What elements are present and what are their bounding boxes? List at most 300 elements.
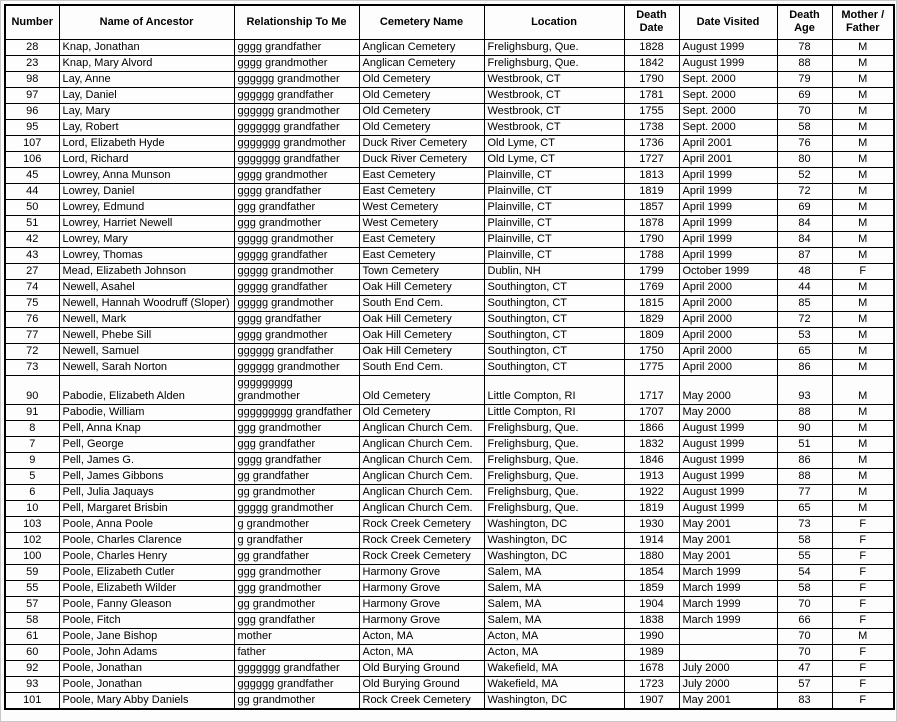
cell-death-date: 1819 bbox=[624, 500, 679, 516]
table-row bbox=[5, 676, 894, 692]
cell-relationship: gg grandfather bbox=[234, 548, 359, 564]
cell-location: Plainville, CT bbox=[484, 167, 624, 183]
table-row bbox=[5, 359, 894, 375]
cell-mother-father: M bbox=[832, 295, 894, 311]
cell-cemetery-name: Rock Creek Cemetery bbox=[359, 532, 484, 548]
cell-mother-father: M bbox=[832, 420, 894, 436]
header-cell-number: Number bbox=[5, 5, 59, 39]
cell-mother-father: M bbox=[832, 167, 894, 183]
cell-number: 90 bbox=[5, 375, 59, 404]
cell-number: 42 bbox=[5, 231, 59, 247]
cell-location: Little Compton, RI bbox=[484, 404, 624, 420]
cell-relationship: father bbox=[234, 644, 359, 660]
cell-number: 77 bbox=[5, 327, 59, 343]
table-row bbox=[5, 247, 894, 263]
cell-mother-father: M bbox=[832, 87, 894, 103]
table-row bbox=[5, 580, 894, 596]
cell-death-date: 1846 bbox=[624, 452, 679, 468]
cell-number: 8 bbox=[5, 420, 59, 436]
cell-name-of-ancestor: Poole, Jane Bishop bbox=[59, 628, 234, 644]
cell-death-date: 1832 bbox=[624, 436, 679, 452]
cell-cemetery-name: Old Cemetery bbox=[359, 103, 484, 119]
cell-cemetery-name: West Cemetery bbox=[359, 199, 484, 215]
header-cell-cemetery-name: Cemetery Name bbox=[359, 5, 484, 39]
cell-cemetery-name: Old Burying Ground bbox=[359, 660, 484, 676]
cell-name-of-ancestor: Knap, Mary Alvord bbox=[59, 55, 234, 71]
table-row bbox=[5, 420, 894, 436]
cell-cemetery-name: Old Cemetery bbox=[359, 119, 484, 135]
cell-cemetery-name: Duck River Cemetery bbox=[359, 135, 484, 151]
table-row bbox=[5, 215, 894, 231]
cell-death-age: 78 bbox=[777, 39, 832, 55]
cell-death-age: 66 bbox=[777, 612, 832, 628]
cell-location: Old Lyme, CT bbox=[484, 151, 624, 167]
cell-death-date: 1738 bbox=[624, 119, 679, 135]
cell-location: Plainville, CT bbox=[484, 247, 624, 263]
cell-death-age: 72 bbox=[777, 183, 832, 199]
cell-relationship: ggggg grandfather bbox=[234, 247, 359, 263]
table-row bbox=[5, 596, 894, 612]
cell-mother-father: F bbox=[832, 516, 894, 532]
cell-relationship: mother bbox=[234, 628, 359, 644]
cell-relationship: gggggg grandfather bbox=[234, 87, 359, 103]
table-row bbox=[5, 644, 894, 660]
table-row bbox=[5, 660, 894, 676]
cell-death-date: 1859 bbox=[624, 580, 679, 596]
cell-cemetery-name: West Cemetery bbox=[359, 215, 484, 231]
cell-cemetery-name: East Cemetery bbox=[359, 183, 484, 199]
cell-cemetery-name: Oak Hill Cemetery bbox=[359, 343, 484, 359]
cell-mother-father: M bbox=[832, 71, 894, 87]
cell-death-age: 76 bbox=[777, 135, 832, 151]
cell-location: Wakefield, MA bbox=[484, 660, 624, 676]
cell-mother-father: F bbox=[832, 532, 894, 548]
cell-mother-father: M bbox=[832, 151, 894, 167]
cell-mother-father: F bbox=[832, 692, 894, 709]
cell-name-of-ancestor: Pell, George bbox=[59, 436, 234, 452]
cell-number: 55 bbox=[5, 580, 59, 596]
cell-relationship: ggg grandmother bbox=[234, 215, 359, 231]
cell-name-of-ancestor: Poole, Anna Poole bbox=[59, 516, 234, 532]
cell-name-of-ancestor: Poole, John Adams bbox=[59, 644, 234, 660]
cell-cemetery-name: Old Cemetery bbox=[359, 404, 484, 420]
cell-relationship: ggg grandmother bbox=[234, 564, 359, 580]
cell-name-of-ancestor: Poole, Elizabeth Wilder bbox=[59, 580, 234, 596]
cell-number: 44 bbox=[5, 183, 59, 199]
cell-death-date: 1678 bbox=[624, 660, 679, 676]
cell-relationship: gg grandfather bbox=[234, 468, 359, 484]
cell-location: Southington, CT bbox=[484, 295, 624, 311]
cell-cemetery-name: Anglican Church Cem. bbox=[359, 500, 484, 516]
cell-mother-father: F bbox=[832, 676, 894, 692]
cell-death-date: 1790 bbox=[624, 71, 679, 87]
cell-mother-father: F bbox=[832, 580, 894, 596]
cell-mother-father: F bbox=[832, 548, 894, 564]
cell-death-date: 1736 bbox=[624, 135, 679, 151]
cell-location: Wakefield, MA bbox=[484, 676, 624, 692]
cell-location: Washington, DC bbox=[484, 516, 624, 532]
cell-number: 23 bbox=[5, 55, 59, 71]
cell-cemetery-name: Harmony Grove bbox=[359, 596, 484, 612]
table-row bbox=[5, 183, 894, 199]
cell-death-date: 1799 bbox=[624, 263, 679, 279]
table-row bbox=[5, 151, 894, 167]
cell-mother-father: M bbox=[832, 55, 894, 71]
cell-death-date: 1990 bbox=[624, 628, 679, 644]
cell-location: Frelighsburg, Que. bbox=[484, 452, 624, 468]
cell-mother-father: F bbox=[832, 644, 894, 660]
cell-location: Plainville, CT bbox=[484, 183, 624, 199]
cell-mother-father: M bbox=[832, 484, 894, 500]
cell-mother-father: M bbox=[832, 500, 894, 516]
cell-name-of-ancestor: Pabodie, Elizabeth Alden bbox=[59, 375, 234, 404]
cell-date-visited: April 2000 bbox=[679, 295, 777, 311]
cell-location: Salem, MA bbox=[484, 580, 624, 596]
cell-name-of-ancestor: Pell, Julia Jaquays bbox=[59, 484, 234, 500]
cell-name-of-ancestor: Pell, James G. bbox=[59, 452, 234, 468]
cell-cemetery-name: Old Cemetery bbox=[359, 375, 484, 404]
cell-cemetery-name: Old Cemetery bbox=[359, 71, 484, 87]
header-cell-location: Location bbox=[484, 5, 624, 39]
cell-relationship: ggggg grandmother bbox=[234, 295, 359, 311]
cell-death-date: 1809 bbox=[624, 327, 679, 343]
cell-date-visited: May 2001 bbox=[679, 532, 777, 548]
table-row bbox=[5, 692, 894, 709]
cell-cemetery-name: Acton, MA bbox=[359, 644, 484, 660]
cell-death-date: 1815 bbox=[624, 295, 679, 311]
table-row bbox=[5, 39, 894, 55]
cell-name-of-ancestor: Pell, Anna Knap bbox=[59, 420, 234, 436]
cell-death-age: 51 bbox=[777, 436, 832, 452]
cell-number: 10 bbox=[5, 500, 59, 516]
cell-mother-father: M bbox=[832, 404, 894, 420]
cell-location: Southington, CT bbox=[484, 359, 624, 375]
cell-number: 103 bbox=[5, 516, 59, 532]
cell-relationship: gggg grandmother bbox=[234, 327, 359, 343]
cell-death-date: 1922 bbox=[624, 484, 679, 500]
cell-mother-father: M bbox=[832, 343, 894, 359]
cell-relationship: gg grandmother bbox=[234, 692, 359, 709]
cell-cemetery-name: Anglican Church Cem. bbox=[359, 436, 484, 452]
cell-death-date: 1750 bbox=[624, 343, 679, 359]
cell-relationship: ggggg grandmother bbox=[234, 231, 359, 247]
cell-date-visited: April 2001 bbox=[679, 135, 777, 151]
table-row bbox=[5, 404, 894, 420]
cell-number: 59 bbox=[5, 564, 59, 580]
cell-death-date: 1755 bbox=[624, 103, 679, 119]
cell-name-of-ancestor: Poole, Fitch bbox=[59, 612, 234, 628]
cell-cemetery-name: Anglican Church Cem. bbox=[359, 420, 484, 436]
cell-death-age: 86 bbox=[777, 359, 832, 375]
cell-death-age: 48 bbox=[777, 263, 832, 279]
cell-death-date: 1857 bbox=[624, 199, 679, 215]
table-row bbox=[5, 484, 894, 500]
cell-name-of-ancestor: Lay, Mary bbox=[59, 103, 234, 119]
cell-name-of-ancestor: Newell, Hannah Woodruff (Sloper) bbox=[59, 295, 234, 311]
cell-number: 91 bbox=[5, 404, 59, 420]
cell-number: 107 bbox=[5, 135, 59, 151]
cell-number: 102 bbox=[5, 532, 59, 548]
cell-name-of-ancestor: Lowrey, Harriet Newell bbox=[59, 215, 234, 231]
cell-death-date: 1723 bbox=[624, 676, 679, 692]
cell-name-of-ancestor: Lay, Daniel bbox=[59, 87, 234, 103]
cell-relationship: ggg grandmother bbox=[234, 580, 359, 596]
cell-date-visited: March 1999 bbox=[679, 564, 777, 580]
cell-number: 76 bbox=[5, 311, 59, 327]
table-row bbox=[5, 375, 894, 404]
cell-mother-father: M bbox=[832, 359, 894, 375]
cell-location: Acton, MA bbox=[484, 628, 624, 644]
cell-death-age: 73 bbox=[777, 516, 832, 532]
cell-name-of-ancestor: Pell, James Gibbons bbox=[59, 468, 234, 484]
cell-cemetery-name: Duck River Cemetery bbox=[359, 151, 484, 167]
cell-name-of-ancestor: Poole, Fanny Gleason bbox=[59, 596, 234, 612]
cell-death-age: 87 bbox=[777, 247, 832, 263]
cell-mother-father: M bbox=[832, 628, 894, 644]
cell-number: 45 bbox=[5, 167, 59, 183]
cell-location: Frelighsburg, Que. bbox=[484, 55, 624, 71]
cell-relationship: gggg grandfather bbox=[234, 39, 359, 55]
cell-cemetery-name: Harmony Grove bbox=[359, 580, 484, 596]
cell-number: 72 bbox=[5, 343, 59, 359]
cell-number: 50 bbox=[5, 199, 59, 215]
cell-location: Frelighsburg, Que. bbox=[484, 420, 624, 436]
ancestors-table bbox=[4, 4, 895, 710]
cell-cemetery-name: South End Cem. bbox=[359, 295, 484, 311]
cell-name-of-ancestor: Lord, Elizabeth Hyde bbox=[59, 135, 234, 151]
cell-cemetery-name: East Cemetery bbox=[359, 167, 484, 183]
cell-death-date: 1904 bbox=[624, 596, 679, 612]
cell-relationship: ggggggg grandmother bbox=[234, 135, 359, 151]
cell-date-visited: Sept. 2000 bbox=[679, 71, 777, 87]
cell-number: 7 bbox=[5, 436, 59, 452]
cell-death-date: 1707 bbox=[624, 404, 679, 420]
cell-mother-father: M bbox=[832, 327, 894, 343]
cell-death-age: 55 bbox=[777, 548, 832, 564]
cell-death-date: 1854 bbox=[624, 564, 679, 580]
cell-relationship: ggggggggg grandfather bbox=[234, 404, 359, 420]
cell-name-of-ancestor: Poole, Charles Henry bbox=[59, 548, 234, 564]
cell-location: Frelighsburg, Que. bbox=[484, 468, 624, 484]
cell-mother-father: M bbox=[832, 183, 894, 199]
cell-location: Southington, CT bbox=[484, 311, 624, 327]
cell-location: Frelighsburg, Que. bbox=[484, 484, 624, 500]
cell-cemetery-name: Anglican Cemetery bbox=[359, 39, 484, 55]
header-row bbox=[5, 5, 894, 39]
cell-number: 92 bbox=[5, 660, 59, 676]
cell-death-date: 1914 bbox=[624, 532, 679, 548]
cell-location: Southington, CT bbox=[484, 343, 624, 359]
cell-number: 61 bbox=[5, 628, 59, 644]
cell-relationship: gggg grandfather bbox=[234, 311, 359, 327]
cell-mother-father: M bbox=[832, 215, 894, 231]
cell-date-visited: April 1999 bbox=[679, 247, 777, 263]
cell-mother-father: F bbox=[832, 596, 894, 612]
cell-relationship: gg grandmother bbox=[234, 484, 359, 500]
cell-number: 5 bbox=[5, 468, 59, 484]
cell-death-age: 86 bbox=[777, 452, 832, 468]
cell-relationship: gggg grandmother bbox=[234, 55, 359, 71]
cell-date-visited: March 1999 bbox=[679, 580, 777, 596]
cell-relationship: ggg grandmother bbox=[234, 420, 359, 436]
cell-relationship: ggggggg grandfather bbox=[234, 151, 359, 167]
cell-death-date: 1790 bbox=[624, 231, 679, 247]
cell-date-visited: May 2000 bbox=[679, 375, 777, 404]
cell-death-date: 1717 bbox=[624, 375, 679, 404]
cell-location: Washington, DC bbox=[484, 532, 624, 548]
cell-name-of-ancestor: Lay, Anne bbox=[59, 71, 234, 87]
cell-relationship: gggg grandfather bbox=[234, 452, 359, 468]
cell-location: Salem, MA bbox=[484, 596, 624, 612]
cell-number: 6 bbox=[5, 484, 59, 500]
cell-name-of-ancestor: Lowrey, Thomas bbox=[59, 247, 234, 263]
cell-relationship: gggggg grandfather bbox=[234, 676, 359, 692]
cell-death-age: 47 bbox=[777, 660, 832, 676]
cell-cemetery-name: Old Cemetery bbox=[359, 87, 484, 103]
cell-number: 93 bbox=[5, 676, 59, 692]
cell-number: 101 bbox=[5, 692, 59, 709]
cell-name-of-ancestor: Knap, Jonathan bbox=[59, 39, 234, 55]
cell-location: Dublin, NH bbox=[484, 263, 624, 279]
cell-location: Westbrook, CT bbox=[484, 71, 624, 87]
cell-cemetery-name: Oak Hill Cemetery bbox=[359, 311, 484, 327]
header-cell-death-age: Death Age bbox=[777, 5, 832, 39]
cell-name-of-ancestor: Poole, Elizabeth Cutler bbox=[59, 564, 234, 580]
cell-death-date: 1781 bbox=[624, 87, 679, 103]
table-row bbox=[5, 327, 894, 343]
cell-death-age: 69 bbox=[777, 199, 832, 215]
cell-relationship: gggg grandfather bbox=[234, 183, 359, 199]
cell-number: 97 bbox=[5, 87, 59, 103]
header-cell-death-date: Death Date bbox=[624, 5, 679, 39]
cell-cemetery-name: Rock Creek Cemetery bbox=[359, 516, 484, 532]
cell-death-age: 72 bbox=[777, 311, 832, 327]
table-row bbox=[5, 532, 894, 548]
cell-mother-father: M bbox=[832, 39, 894, 55]
table-row bbox=[5, 564, 894, 580]
cell-death-date: 1788 bbox=[624, 247, 679, 263]
cell-death-age: 88 bbox=[777, 468, 832, 484]
cell-relationship: g grandfather bbox=[234, 532, 359, 548]
cell-relationship: ggggg grandmother bbox=[234, 500, 359, 516]
cell-name-of-ancestor: Poole, Jonathan bbox=[59, 660, 234, 676]
cell-relationship: ggggggg grandfather bbox=[234, 660, 359, 676]
cell-date-visited bbox=[679, 644, 777, 660]
cell-number: 100 bbox=[5, 548, 59, 564]
cell-location: Salem, MA bbox=[484, 612, 624, 628]
cell-mother-father: F bbox=[832, 612, 894, 628]
cell-location: Plainville, CT bbox=[484, 199, 624, 215]
cell-relationship: gggggg grandfather bbox=[234, 343, 359, 359]
cell-death-date: 1813 bbox=[624, 167, 679, 183]
cell-relationship: gg grandmother bbox=[234, 596, 359, 612]
cell-date-visited: May 2001 bbox=[679, 692, 777, 709]
cell-death-date: 1913 bbox=[624, 468, 679, 484]
cell-death-date: 1727 bbox=[624, 151, 679, 167]
cell-relationship: ggggggggg grandmother bbox=[234, 375, 359, 404]
cell-date-visited: April 2000 bbox=[679, 311, 777, 327]
cell-death-age: 58 bbox=[777, 532, 832, 548]
cell-date-visited: April 1999 bbox=[679, 215, 777, 231]
cell-date-visited: August 1999 bbox=[679, 420, 777, 436]
table-row bbox=[5, 135, 894, 151]
cell-death-date: 1828 bbox=[624, 39, 679, 55]
cell-name-of-ancestor: Lay, Robert bbox=[59, 119, 234, 135]
cell-number: 73 bbox=[5, 359, 59, 375]
cell-mother-father: M bbox=[832, 199, 894, 215]
header-cell-relationship: Relationship To Me bbox=[234, 5, 359, 39]
cell-cemetery-name: Harmony Grove bbox=[359, 564, 484, 580]
cell-location: Frelighsburg, Que. bbox=[484, 39, 624, 55]
cell-death-date: 1838 bbox=[624, 612, 679, 628]
cell-location: Acton, MA bbox=[484, 644, 624, 660]
cell-death-date: 1878 bbox=[624, 215, 679, 231]
cell-death-age: 80 bbox=[777, 151, 832, 167]
cell-death-date: 1842 bbox=[624, 55, 679, 71]
cell-cemetery-name: Oak Hill Cemetery bbox=[359, 279, 484, 295]
table-row bbox=[5, 263, 894, 279]
cell-death-date: 1819 bbox=[624, 183, 679, 199]
cell-date-visited: August 1999 bbox=[679, 452, 777, 468]
cell-date-visited: April 2000 bbox=[679, 279, 777, 295]
cell-date-visited: August 1999 bbox=[679, 500, 777, 516]
cell-date-visited: August 1999 bbox=[679, 39, 777, 55]
header-cell-mother-father: Mother / Father bbox=[832, 5, 894, 39]
cell-date-visited: April 1999 bbox=[679, 167, 777, 183]
cell-location: Frelighsburg, Que. bbox=[484, 436, 624, 452]
cell-date-visited: August 1999 bbox=[679, 55, 777, 71]
table-row bbox=[5, 548, 894, 564]
cell-date-visited: July 2000 bbox=[679, 660, 777, 676]
cell-date-visited: October 1999 bbox=[679, 263, 777, 279]
cell-death-age: 70 bbox=[777, 596, 832, 612]
cell-number: 95 bbox=[5, 119, 59, 135]
cell-death-date: 1769 bbox=[624, 279, 679, 295]
table-header bbox=[5, 5, 894, 39]
cell-cemetery-name: East Cemetery bbox=[359, 231, 484, 247]
cell-death-age: 70 bbox=[777, 103, 832, 119]
cell-name-of-ancestor: Newell, Phebe Sill bbox=[59, 327, 234, 343]
cell-cemetery-name: East Cemetery bbox=[359, 247, 484, 263]
cell-relationship: gggggg grandmother bbox=[234, 359, 359, 375]
cell-death-age: 58 bbox=[777, 119, 832, 135]
cell-mother-father: M bbox=[832, 468, 894, 484]
cell-name-of-ancestor: Newell, Samuel bbox=[59, 343, 234, 359]
cell-relationship: ggggg grandfather bbox=[234, 279, 359, 295]
table-row bbox=[5, 452, 894, 468]
cell-death-date: 1829 bbox=[624, 311, 679, 327]
cell-mother-father: F bbox=[832, 660, 894, 676]
cell-death-age: 70 bbox=[777, 644, 832, 660]
cell-location: Plainville, CT bbox=[484, 231, 624, 247]
cell-name-of-ancestor: Lowrey, Daniel bbox=[59, 183, 234, 199]
cell-number: 106 bbox=[5, 151, 59, 167]
cell-death-age: 57 bbox=[777, 676, 832, 692]
cell-mother-father: M bbox=[832, 279, 894, 295]
table-row bbox=[5, 500, 894, 516]
cell-date-visited: April 2000 bbox=[679, 359, 777, 375]
cell-cemetery-name: Rock Creek Cemetery bbox=[359, 548, 484, 564]
cell-location: Frelighsburg, Que. bbox=[484, 500, 624, 516]
cell-death-age: 90 bbox=[777, 420, 832, 436]
cell-relationship: g grandmother bbox=[234, 516, 359, 532]
cell-death-age: 70 bbox=[777, 628, 832, 644]
cell-cemetery-name: Anglican Cemetery bbox=[359, 55, 484, 71]
cell-date-visited: April 2000 bbox=[679, 343, 777, 359]
cell-mother-father: M bbox=[832, 311, 894, 327]
table-row bbox=[5, 279, 894, 295]
cell-cemetery-name: Anglican Church Cem. bbox=[359, 468, 484, 484]
